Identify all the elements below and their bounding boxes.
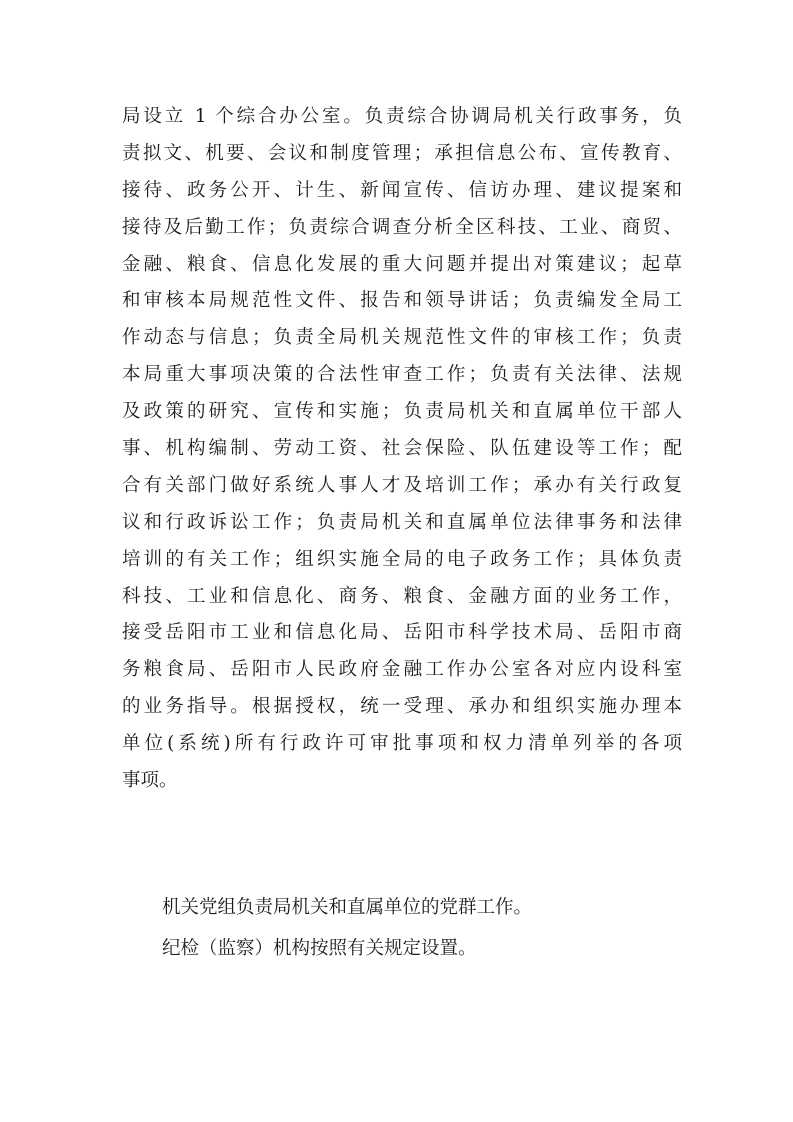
text-line: 及政策的研究、宣传和实施；负责局机关和直属单位干部人 [122, 401, 682, 423]
paragraph-party-group: 机关党组负责局机关和直属单位的党群工作。 [162, 897, 533, 918]
text-line: 接待、政务公开、计生、新闻宣传、信访办理、建议提案和 [122, 179, 682, 201]
text-line: 培训的有关工作；组织实施全局的电子政务工作；具体负责 [122, 548, 682, 570]
text-line: 单位(系统)所有行政许可审批事项和权力清单列举的各项 [122, 733, 682, 755]
text-line: 本局重大事项决策的合法性审查工作；负责有关法律、法规 [122, 364, 682, 386]
text-line: 作动态与信息；负责全局机关规范性文件的审核工作；负责 [122, 327, 682, 349]
text-line: 接待及后勤工作；负责综合调查分析全区科技、工业、商贸、 [122, 216, 682, 238]
paragraph-office-duties [122, 99, 682, 800]
text-line: 务粮食局、岳阳市人民政府金融工作办公室各对应内设科室 [122, 659, 682, 681]
text-line: 接受岳阳市工业和信息化局、岳阳市科学技术局、岳阳市商 [122, 622, 682, 644]
text-line: 议和行政诉讼工作；负责局机关和直属单位法律事务和法律 [122, 511, 682, 533]
text-line: 和审核本局规范性文件、报告和领导讲话；负责编发全局工 [122, 290, 682, 312]
text-line: 局设立 1 个综合办公室。负责综合协调局机关行政事务，负 [122, 106, 682, 127]
text-line: 合有关部门做好系统人事人才及培训工作；承办有关行政复 [122, 474, 682, 496]
text-line: 科技、工业和信息化、商务、粮食、金融方面的业务工作， [122, 585, 682, 607]
text-line: 金融、粮食、信息化发展的重大问题并提出对策建议；起草 [122, 253, 682, 275]
paragraph-discipline-inspection: 纪检（监察）机构按照有关规定设置。 [162, 938, 477, 959]
text-line: 的业务指导。根据授权，统一受理、承办和组织实施办理本 [122, 696, 682, 718]
text-line: 责拟文、机要、会议和制度管理；承担信息公布、宣传教育、 [122, 142, 682, 164]
text-line: 事项。 [122, 770, 178, 792]
text-line: 事、机构编制、劳动工资、社会保险、队伍建设等工作；配 [122, 438, 682, 460]
